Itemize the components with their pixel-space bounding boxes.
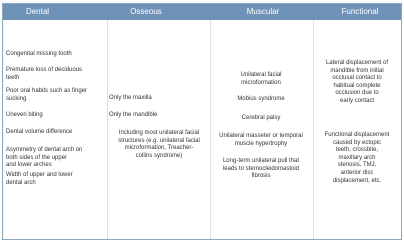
cell-line: Unilateral facial <box>240 72 282 78</box>
cell-line: anterior disc <box>340 169 374 176</box>
column-divider <box>210 20 211 239</box>
column-divider <box>313 20 314 239</box>
cell-line: displacement, etc. <box>332 177 382 184</box>
cell-line: Only the maxilla <box>109 95 152 101</box>
dental-cell <box>6 88 87 103</box>
etiology-table <box>2 3 402 240</box>
cell-line: Long-term unilateral pull that <box>222 158 300 164</box>
cell-line: structures (e.g. unilateral facial <box>118 137 200 144</box>
cell-line: caused by ectopic <box>332 139 382 146</box>
muscular-cell <box>211 133 311 148</box>
cell-line: both sides of the upper <box>6 154 68 161</box>
cell-line: Premature loss of deciduous <box>6 67 83 73</box>
cell-line: fibrosis <box>251 173 271 180</box>
header-muscular: Muscular <box>246 7 280 16</box>
cell-line: Only the mandible <box>109 112 158 118</box>
dental-cell <box>6 129 72 137</box>
cell-line: Including most unilateral facial <box>118 130 200 136</box>
table-header-row <box>3 4 401 20</box>
osseous-cell <box>109 130 209 160</box>
dental-cell <box>6 172 73 187</box>
cell-line: habitual complete <box>333 82 381 89</box>
cell-line: occlusion due to <box>335 90 379 97</box>
cell-line: Unilateral masseter or temporal <box>219 133 303 139</box>
cell-line: occlusal contact to <box>332 75 382 82</box>
cell-line: mandible from initial <box>330 67 384 74</box>
cell-line: teeth, crossbite, <box>335 147 379 154</box>
column-divider <box>107 20 108 239</box>
cell-line: Dental volume difference <box>6 129 73 135</box>
cell-line: Width of upper and lower <box>6 172 73 178</box>
header-dental: Dental <box>25 7 50 16</box>
cell-line: leads to sternocleidomastoid <box>222 165 300 172</box>
muscular-cell <box>211 115 311 123</box>
functional-cell <box>314 132 400 185</box>
cell-line: teeth <box>6 74 20 81</box>
dental-cell <box>6 147 82 170</box>
cell-line: Asymmetry of dental arch on <box>6 147 83 153</box>
cell-line: dental arch <box>6 179 36 186</box>
muscular-cell <box>211 158 311 181</box>
cell-line: Uneven biting <box>6 112 43 118</box>
muscular-cell <box>211 96 311 104</box>
cell-line: microformation <box>241 79 281 86</box>
dental-cell <box>6 51 72 59</box>
cell-line: Functional displacement <box>324 132 390 138</box>
cell-line: Poor oral habits such as finger <box>6 88 88 94</box>
cell-line: stenosis, TMJ, <box>337 162 377 169</box>
cell-line: Congenital missing tooth <box>6 51 72 57</box>
cell-line: maxillary arch <box>338 154 376 161</box>
cell-line: and lower arches <box>6 162 52 169</box>
functional-cell <box>314 60 400 106</box>
cell-line: sucking <box>6 95 27 102</box>
dental-cell <box>6 112 43 120</box>
cell-line: muscle hypertrophy <box>234 140 288 147</box>
cell-line: Cerebral palsy <box>241 115 281 121</box>
header-osseous: Osseous <box>130 7 162 16</box>
osseous-cell <box>109 95 152 103</box>
cell-line: Mobius syndrome <box>237 96 285 102</box>
osseous-cell <box>109 112 157 120</box>
cell-line: early contact <box>339 97 375 104</box>
cell-line: microformation, Treacher- <box>124 145 194 152</box>
header-functional: Functional <box>341 7 379 16</box>
muscular-cell <box>211 72 311 87</box>
cell-line: collins syndrome) <box>135 152 183 159</box>
dental-cell <box>6 67 82 82</box>
cell-line: Lateral displacement of <box>325 60 389 66</box>
